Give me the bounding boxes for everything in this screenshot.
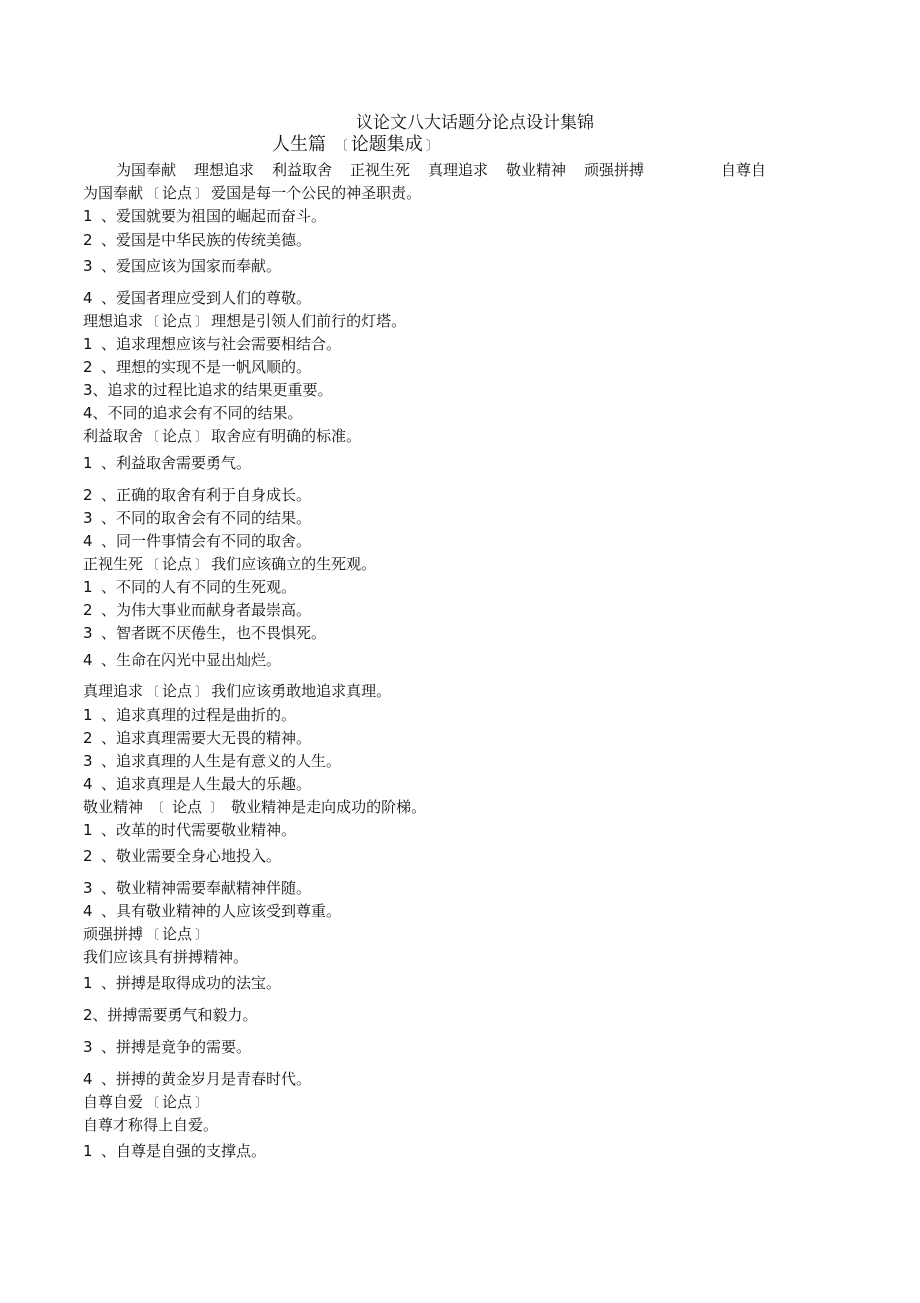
topic-item: 真理追求	[428, 161, 489, 179]
list-item: 1 、改革的时代需要敬业精神。	[83, 821, 297, 839]
list-item: 4 、同一件事情会有不同的取舍。	[83, 532, 312, 550]
topic-list	[116, 159, 816, 181]
section-heading: 自尊自爱 〔 论点 〕	[83, 1093, 209, 1111]
section-heading: 正视生死 〔 论点 〕 我们应该确立的生死观。	[83, 555, 377, 573]
section-heading: 为国奉献 〔 论点 〕 爱国是每一个公民的神圣职责。	[83, 184, 422, 202]
list-item: 1 、爱国就要为祖国的崛起而奋斗。	[83, 207, 327, 225]
subtitle-bracket-close: 〕	[425, 139, 439, 154]
list-item: 2 、爱国是中华民族的传统美德。	[83, 231, 312, 249]
topic-item: 自尊自	[721, 161, 767, 179]
list-item: 2 、追求真理需要大无畏的精神。	[83, 729, 312, 747]
list-item: 2 、理想的实现不是一帆风顺的。	[83, 358, 312, 376]
topic-item: 正视生死	[350, 161, 411, 179]
document-title: 议论文八大话题分论点设计集锦	[356, 113, 594, 133]
section-heading: 理想追求 〔 论点 〕 理想是引领人们前行的灯塔。	[83, 312, 407, 330]
list-item: 4 、生命在闪光中显出灿烂。	[83, 651, 282, 669]
subtitle-bracket-text: 论题集成	[350, 134, 423, 155]
section-heading: 敬业精神 〔 论点 〕 敬业精神是走向成功的阶梯。	[83, 798, 427, 816]
list-item: 4 、追求真理是人生最大的乐趣。	[83, 775, 312, 793]
topic-item: 为国奉献	[116, 161, 177, 179]
section-heading: 利益取舍 〔 论点 〕 取舍应有明确的标准。	[83, 427, 362, 445]
list-item: 1 、追求真理的过程是曲折的。	[83, 706, 297, 724]
list-item: 3 、不同的取舍会有不同的结果。	[83, 509, 312, 527]
topic-item: 顽强拼搏	[584, 161, 645, 179]
list-item: 3 、拼搏是竟争的需要。	[83, 1038, 252, 1056]
list-item: 4 、拼搏的黄金岁月是青春时代。	[83, 1070, 312, 1088]
subtitle-text: 人生篇	[272, 134, 326, 155]
list-item: 2、拼搏需要勇气和毅力。	[83, 1006, 258, 1024]
list-item: 3 、智者既不厌倦生，也不畏惧死。	[83, 624, 327, 642]
section-heading: 真理追求 〔 论点 〕 我们应该勇敢地追求真理。	[83, 682, 392, 700]
topic-item: 理想追求	[194, 161, 255, 179]
list-item: 1 、利益取舍需要勇气。	[83, 454, 252, 472]
list-item: 3 、爱国应该为国家而奉献。	[83, 257, 282, 275]
list-item: 1 、追求理想应该与社会需要相结合。	[83, 335, 342, 353]
section-heading: 顽强拼搏 〔 论点 〕	[83, 925, 209, 943]
list-item: 2 、为伟大事业而献身者最崇高。	[83, 601, 312, 619]
list-item: 4 、具有敬业精神的人应该受到尊重。	[83, 902, 342, 920]
list-item: 2 、敬业需要全身心地投入。	[83, 847, 282, 865]
list-item: 2 、正确的取舍有利于自身成长。	[83, 486, 312, 504]
topic-item: 利益取舍	[272, 161, 333, 179]
section-claim: 我们应该具有拼搏精神。	[83, 948, 249, 966]
list-item: 4、不同的追求会有不同的结果。	[83, 404, 303, 422]
topic-item: 敬业精神	[506, 161, 567, 179]
subtitle-bracket-open: 〔	[334, 139, 348, 154]
document-subtitle	[272, 133, 442, 159]
list-item: 1 、不同的人有不同的生死观。	[83, 578, 297, 596]
list-item: 3 、敬业精神需要奉献精神伴随。	[83, 879, 312, 897]
list-item: 4 、爱国者理应受到人们的尊敬。	[83, 289, 312, 307]
list-item: 3 、追求真理的人生是有意义的人生。	[83, 752, 342, 770]
list-item: 1 、自尊是自强的支撑点。	[83, 1142, 267, 1160]
list-item: 1 、拼搏是取得成功的法宝。	[83, 974, 282, 992]
list-item: 3、追求的过程比追求的结果更重要。	[83, 381, 333, 399]
section-claim: 自尊才称得上自爱。	[83, 1116, 219, 1134]
